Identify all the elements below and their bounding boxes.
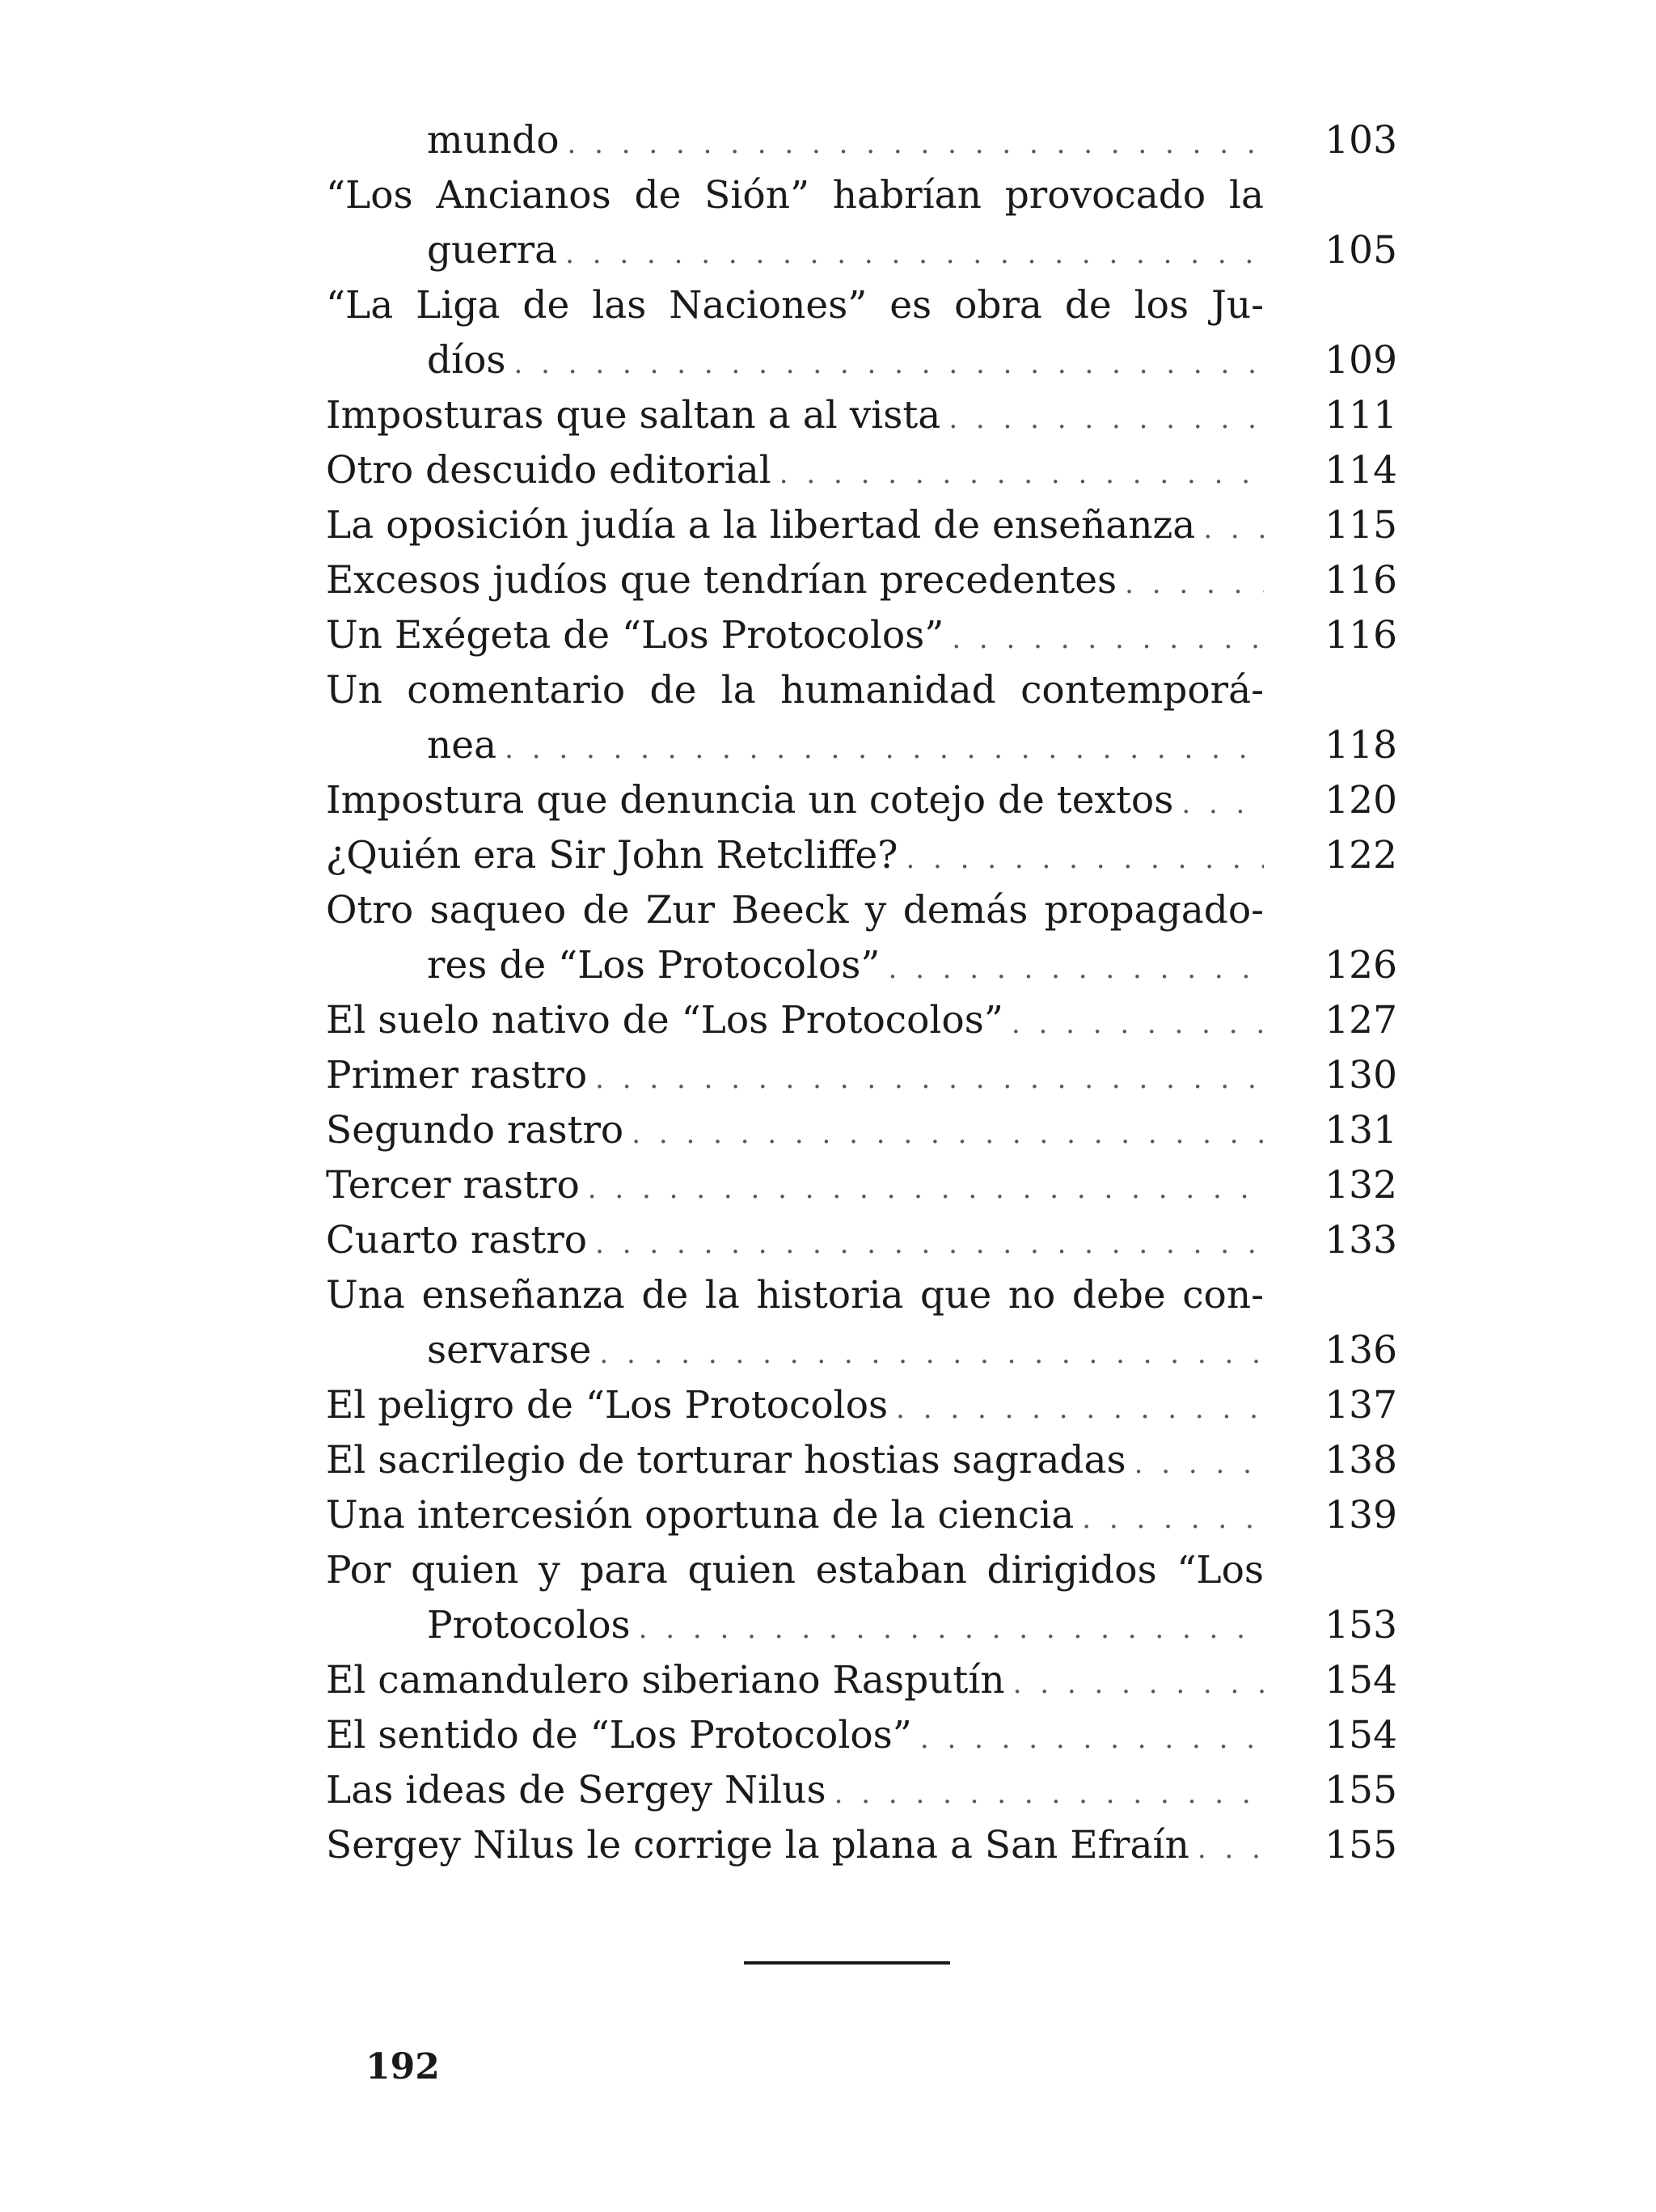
toc-entry-title: Primer rastro <box>326 1053 588 1098</box>
dot-leader <box>1198 1821 1264 1876</box>
toc-entry-title: Por quien y para quien estaban dirigidos “Los <box>326 1548 1264 1592</box>
toc-entry <box>326 388 1397 443</box>
dot-leader <box>834 1766 1264 1821</box>
toc-entry <box>326 1268 1397 1378</box>
toc-entry <box>326 1818 1397 1873</box>
dot-leader <box>906 831 1264 886</box>
toc-entry-title: El peligro de “Los Protocolos <box>326 1383 889 1427</box>
toc-entry-title-continuation: res de “Los Protocolos” <box>427 943 881 988</box>
dot-leader <box>1134 1436 1264 1491</box>
toc-entry-page: 137 <box>1324 1383 1397 1427</box>
dot-leader <box>952 611 1264 666</box>
toc-entry-title: Tercer rastro <box>326 1163 580 1208</box>
toc-entry <box>326 553 1397 608</box>
toc-entry <box>326 1708 1397 1763</box>
toc-entry <box>326 1433 1397 1488</box>
dot-leader <box>595 1051 1264 1106</box>
dot-leader <box>1125 556 1264 611</box>
dot-leader <box>514 336 1264 391</box>
dot-leader <box>1203 501 1264 556</box>
toc-entry-page: 133 <box>1324 1218 1397 1262</box>
page-number: 192 <box>365 2046 440 2087</box>
toc-entry-page: 103 <box>1324 118 1397 163</box>
toc-entry-title: Otro saqueo de Zur Beeck y demás propagado- <box>326 888 1264 933</box>
toc-entry <box>326 1653 1397 1708</box>
toc-entry-page: 126 <box>1324 943 1397 988</box>
toc-entry <box>326 828 1397 883</box>
toc-entry-page: 116 <box>1324 613 1397 658</box>
toc-entry-title: El suelo nativo de “Los Protocolos” <box>326 998 1003 1043</box>
toc-entry-page: 111 <box>1324 393 1397 438</box>
toc-entry <box>326 278 1397 388</box>
toc-entry-title: “Los Ancianos de Sión” habrían provocado la <box>326 173 1264 218</box>
toc-entry-title-continuation: Protocolos <box>427 1603 631 1647</box>
toc-entry-title: “La Liga de las Naciones” es obra de los Ju- <box>326 283 1264 328</box>
toc-entry-title: El camandulero siberiano Rasputín <box>326 1658 1005 1702</box>
toc-entry-page: 130 <box>1324 1053 1397 1098</box>
toc-entry-title-continuation: díos <box>427 338 506 383</box>
dot-leader <box>565 226 1264 281</box>
toc-entry-page: 155 <box>1324 1823 1397 1867</box>
toc-entry-page: 139 <box>1324 1493 1397 1537</box>
dot-leader <box>505 721 1264 776</box>
toc-entry <box>326 113 1397 168</box>
toc-entry-page: 136 <box>1324 1328 1397 1372</box>
toc-entry-title-continuation: servarse <box>427 1328 592 1372</box>
toc-entry-title-continuation: mundo <box>427 118 560 163</box>
toc-entry <box>326 498 1397 553</box>
toc-entry-title: Las ideas de Sergey Nilus <box>326 1768 826 1812</box>
toc-entry <box>326 883 1397 993</box>
toc-entry <box>326 1488 1397 1543</box>
toc-entry-page: 153 <box>1324 1603 1397 1647</box>
dot-leader <box>599 1326 1264 1381</box>
toc-entry-title: El sentido de “Los Protocolos” <box>326 1713 912 1757</box>
toc-entry-title: Impostura que denuncia un cotejo de textos <box>326 778 1174 823</box>
toc-entry-title: Otro descuido editorial <box>326 448 771 493</box>
toc-entry <box>326 1103 1397 1158</box>
toc-entry-title: Segundo rastro <box>326 1108 624 1153</box>
toc-entry <box>326 168 1397 278</box>
toc-entry-page: 114 <box>1324 448 1397 493</box>
dot-leader <box>588 1161 1264 1216</box>
toc-entry-title-continuation: guerra <box>427 228 558 273</box>
toc-entry-title: Excesos judíos que tendrían precedentes <box>326 558 1117 603</box>
toc-entry <box>326 443 1397 498</box>
dot-leader <box>568 116 1265 171</box>
toc-entry-page: 118 <box>1324 723 1397 768</box>
toc-entry <box>326 663 1397 773</box>
dot-leader <box>1013 1656 1264 1711</box>
toc-entry-page: 122 <box>1324 833 1397 878</box>
toc-entry-title: Imposturas que saltan a al vista <box>326 393 941 438</box>
toc-entry-page: 105 <box>1324 228 1397 273</box>
toc-entry-title: Sergey Nilus le corrige la plana a San Efraín <box>326 1823 1189 1867</box>
toc-entry <box>326 608 1397 663</box>
table-of-contents <box>326 113 1397 1873</box>
dot-leader <box>888 941 1264 996</box>
toc-entry-page: 132 <box>1324 1163 1397 1208</box>
dot-leader <box>1082 1491 1264 1546</box>
dot-leader <box>896 1381 1264 1436</box>
toc-entry <box>326 773 1397 828</box>
toc-entry-page: 154 <box>1324 1658 1397 1702</box>
toc-entry-page: 115 <box>1324 503 1397 548</box>
toc-entry-title: Un comentario de la humanidad contemporá- <box>326 668 1264 713</box>
toc-entry <box>326 1763 1397 1818</box>
toc-entry <box>326 1213 1397 1268</box>
dot-leader <box>920 1711 1264 1766</box>
dot-leader <box>948 391 1264 446</box>
toc-entry-title: ¿Quién era Sir John Retcliffe? <box>326 833 898 878</box>
dot-leader <box>1181 776 1264 831</box>
section-rule <box>744 1961 950 1965</box>
toc-entry-page: 127 <box>1324 998 1397 1043</box>
toc-entry-page: 155 <box>1324 1768 1397 1812</box>
toc-entry-page: 131 <box>1324 1108 1397 1153</box>
toc-entry-title-continuation: nea <box>427 723 497 768</box>
toc-entry <box>326 1378 1397 1433</box>
toc-entry-page: 120 <box>1324 778 1397 823</box>
toc-entry <box>326 1543 1397 1653</box>
toc-entry <box>326 993 1397 1048</box>
toc-entry-page: 116 <box>1324 558 1397 603</box>
toc-entry-page: 138 <box>1324 1438 1397 1482</box>
toc-entry-page: 154 <box>1324 1713 1397 1757</box>
toc-entry-title: Una intercesión oportuna de la ciencia <box>326 1493 1075 1537</box>
toc-entry-title: Una enseñanza de la historia que no debe con- <box>326 1273 1264 1317</box>
dot-leader <box>1012 996 1264 1051</box>
dot-leader <box>639 1601 1264 1656</box>
dot-leader <box>779 446 1264 501</box>
toc-entry-title: El sacrilegio de torturar hostias sagradas <box>326 1438 1126 1482</box>
toc-entry <box>326 1048 1397 1103</box>
toc-entry-title: Un Exégeta de “Los Protocolos” <box>326 613 944 658</box>
toc-entry-page: 109 <box>1324 338 1397 383</box>
dot-leader <box>595 1216 1264 1271</box>
toc-entry <box>326 1158 1397 1213</box>
toc-entry-title: Cuarto rastro <box>326 1218 588 1262</box>
dot-leader <box>632 1106 1264 1161</box>
toc-entry-title: La oposición judía a la libertad de enseñanza <box>326 503 1196 548</box>
